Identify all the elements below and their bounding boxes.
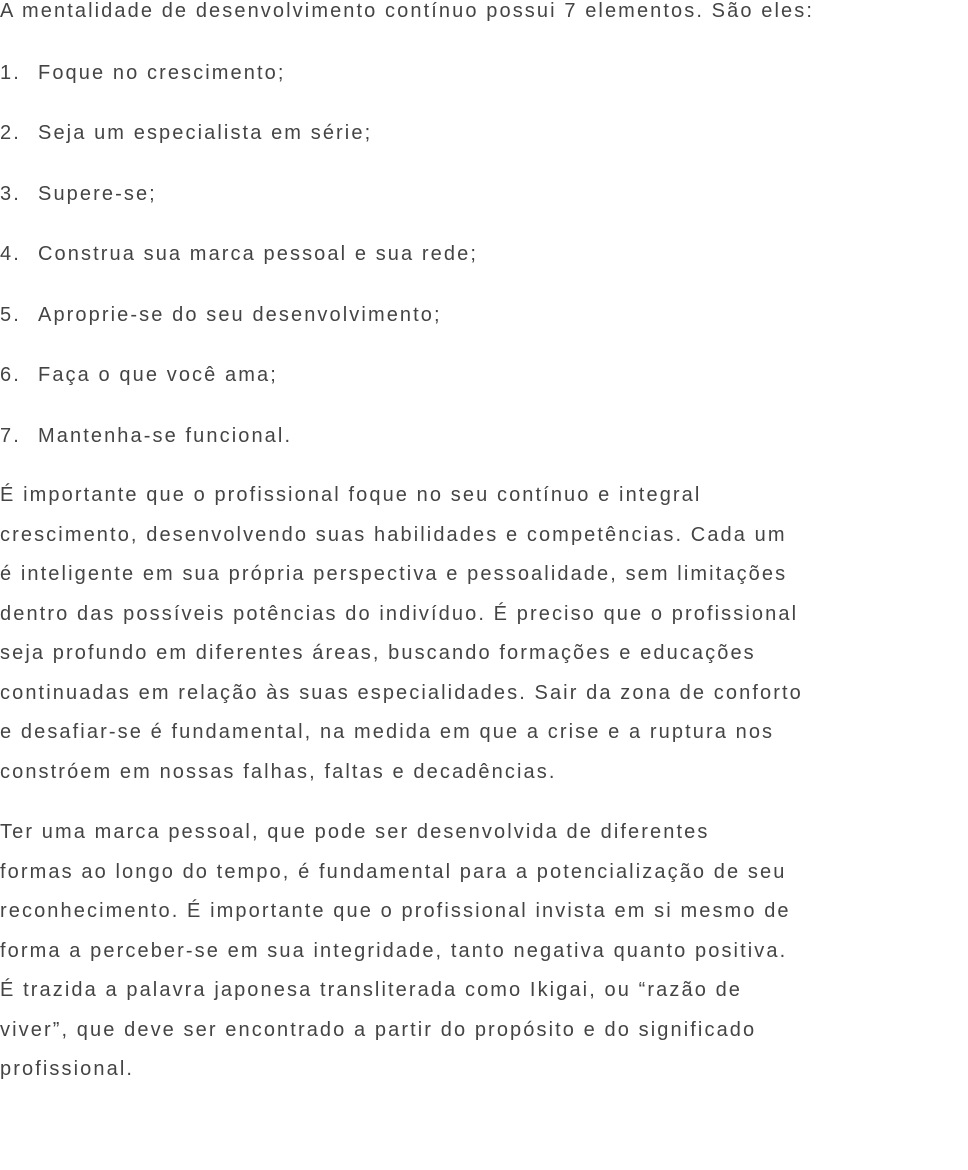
text-line: é inteligente em sua própria perspectiva e pessoalidade, sem limitações <box>0 563 788 585</box>
list-number: 6. <box>0 364 21 386</box>
text-line: forma a perceber-se em sua integridade, tanto negativa quanto positiva. <box>0 939 788 962</box>
list-item <box>0 234 968 274</box>
text-line: viver”, que deve ser encontrado a partir do propósito e do significado <box>0 1018 757 1041</box>
list-item <box>0 53 968 93</box>
list-number: 5. <box>0 303 21 326</box>
intro-paragraph <box>0 0 968 32</box>
intro-text: A mentalidade de desenvolvimento contínuo possui 7 elementos. São eles: <box>0 0 814 22</box>
list-text: Construa sua marca pessoal e sua rede; <box>38 243 478 265</box>
list-text: Faça o que você ama; <box>38 364 278 386</box>
text-line: É importante que o profissional foque no seu contínuo e integral <box>0 484 702 506</box>
text-line: crescimento, desenvolvendo suas habilidades e competências. Cada um <box>0 523 787 546</box>
paragraph-personal-brand <box>0 813 968 1090</box>
list-text: Foque no crescimento; <box>38 61 286 84</box>
list-item <box>0 355 968 395</box>
list-number: 3. <box>0 182 21 205</box>
text-line: formas ao longo do tempo, é fundamental para a potencialização de seu <box>0 860 787 883</box>
list-item <box>0 416 968 456</box>
list-text: Mantenha-se funcional. <box>38 424 293 447</box>
text-line: continuadas em relação às suas especialidades. Sair da zona de conforto <box>0 681 803 704</box>
text-line: profissional. <box>0 1058 135 1080</box>
list-item <box>0 113 968 153</box>
text-line: dentro das possíveis potências do indivíduo. É preciso que o profissional <box>0 602 799 625</box>
list-item <box>0 174 968 214</box>
list-text: Supere-se; <box>38 182 157 205</box>
list-item <box>0 295 968 335</box>
list-number: 7. <box>0 424 21 447</box>
paragraph-growth <box>0 476 968 792</box>
elements-list <box>0 53 968 456</box>
text-line: reconhecimento. É importante que o profissional invista em si mesmo de <box>0 900 791 922</box>
list-text: Seja um especialista em série; <box>38 122 373 144</box>
list-number: 4. <box>0 243 21 265</box>
text-line: constróem em nossas falhas, faltas e decadências. <box>0 760 557 783</box>
text-line: Ter uma marca pessoal, que pode ser desenvolvida de diferentes <box>0 821 710 843</box>
list-number: 2. <box>0 122 21 144</box>
text-line: seja profundo em diferentes áreas, buscando formações e educações <box>0 642 756 664</box>
text-line: É trazida a palavra japonesa transliterada como Ikigai, ou “razão de <box>0 979 743 1001</box>
text-line: e desafiar-se é fundamental, na medida em que a crise e a ruptura nos <box>0 721 775 743</box>
list-number: 1. <box>0 61 21 84</box>
list-text: Aproprie-se do seu desenvolvimento; <box>38 303 442 326</box>
